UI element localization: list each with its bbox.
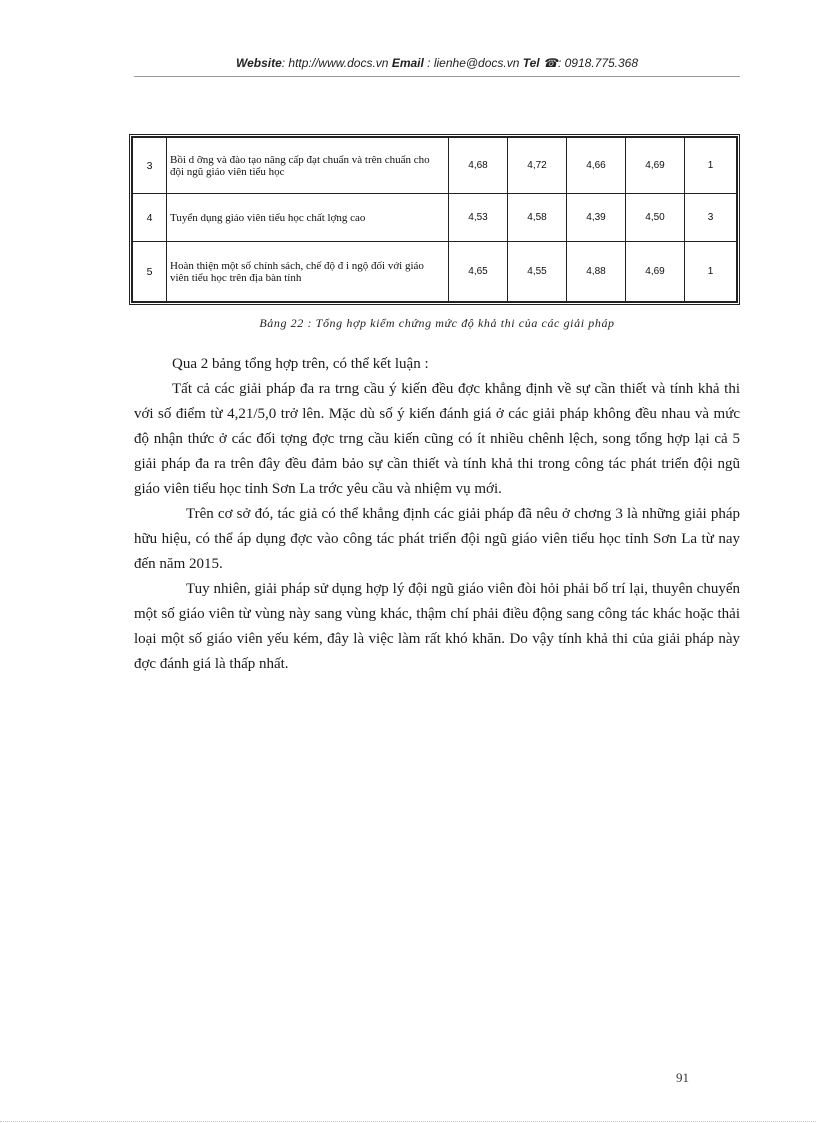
page-number: 91 xyxy=(676,1070,689,1085)
score-cell: 4,88 xyxy=(567,242,626,302)
rank-cell: 1 xyxy=(685,242,737,302)
table-row xyxy=(133,194,737,242)
score-cell: 4,65 xyxy=(449,242,508,302)
paragraph: Tuy nhiên, giải pháp sử dụng hợp lý đội ngũ giáo viên đòi hỏi phải bố trí lại, thuyên chuyển một số giáo viên từ vùng này sang vùng khác, thậm chí phải điều động sang công tác khác hoặc thải loại một số giáo viên yếu kém, đây là việc làm rất khó khăn. Do vậy tính khả thi của giải pháp này đợc đánh giá là thấp nhất. xyxy=(134,581,740,672)
paragraph: Tất cả các giải pháp đa ra trng cầu ý kiến đều đợc khẳng định về sự cần thiết và tính khả thi với số điểm từ 4,21/5,0 trở lên. Mặc dù số ý kiến đánh giá ở các giải pháp không đều nhau và mức độ nhận thức ở các đối tợng đợc trng cầu kiến cũng có ít nhiều chênh lệch, song tổng hợp lại cả 5 giải pháp đa ra trên đây đều đảm bảo sự cần thiết và tính khả thi trong công tác phát triển đội ngũ giáo viên tiểu học tỉnh Sơn La trớc yêu cầu và nhiệm vụ mới. xyxy=(134,381,740,497)
score-cell: 4,58 xyxy=(508,194,567,242)
average-cell: 4,50 xyxy=(626,194,685,242)
rank-cell: 3 xyxy=(685,194,737,242)
tel-label: Tel xyxy=(522,56,540,70)
row-number: 4 xyxy=(133,194,167,242)
rank-cell: 1 xyxy=(685,138,737,194)
tel-value: : 0918.775.368 xyxy=(557,56,639,70)
email-value: : lienhe@docs.vn xyxy=(427,56,520,70)
score-cell: 4,39 xyxy=(567,194,626,242)
header-rule xyxy=(134,76,740,77)
score-cell: 4,72 xyxy=(508,138,567,194)
score-cell: 4,55 xyxy=(508,242,567,302)
solution-cell: Bồi d ỡng và đào tạo nâng cấp đạt chuẩn và trên chuẩn cho đội ngũ giáo viên tiểu học xyxy=(167,138,449,194)
score-cell: 4,68 xyxy=(449,138,508,194)
row-number: 5 xyxy=(133,242,167,302)
website-label: Website xyxy=(235,56,282,70)
paragraph: Trên cơ sở đó, tác giả có thể khẳng định các giải pháp đã nêu ở chơng 3 là những giải pháp hữu hiệu, có thể áp dụng đợc vào công tác phát triển đội ngũ giáo viên tiểu học tỉnh Sơn La từ nay đến năm 2015. xyxy=(134,506,740,572)
table-row xyxy=(133,138,737,194)
row-number: 3 xyxy=(133,138,167,194)
solution-cell: Tuyển dụng giáo viên tiểu học chất lợng cao xyxy=(167,194,449,242)
table-row xyxy=(133,242,737,302)
footer-rule xyxy=(0,1121,816,1122)
paragraph: Qua 2 bảng tổng hợp trên, có thể kết luận : xyxy=(172,356,429,372)
email-label: Email xyxy=(391,56,424,70)
table-caption: Bảng 22 : Tổng hợp kiểm chứng mức độ khả thi của các giải pháp xyxy=(259,316,615,330)
score-cell: 4,66 xyxy=(567,138,626,194)
phone-icon: ☎ xyxy=(543,56,558,70)
page-header xyxy=(134,56,740,70)
average-cell: 4,69 xyxy=(626,138,685,194)
evaluation-table xyxy=(129,134,740,305)
average-cell: 4,69 xyxy=(626,242,685,302)
body-text xyxy=(134,352,740,677)
score-cell: 4,53 xyxy=(449,194,508,242)
website-value: : http://www.docs.vn xyxy=(281,56,389,70)
solution-cell: Hoàn thiện một số chính sách, chế độ đ i ngộ đối với giáo viên tiểu học trên địa bàn tỉnh xyxy=(167,242,449,302)
